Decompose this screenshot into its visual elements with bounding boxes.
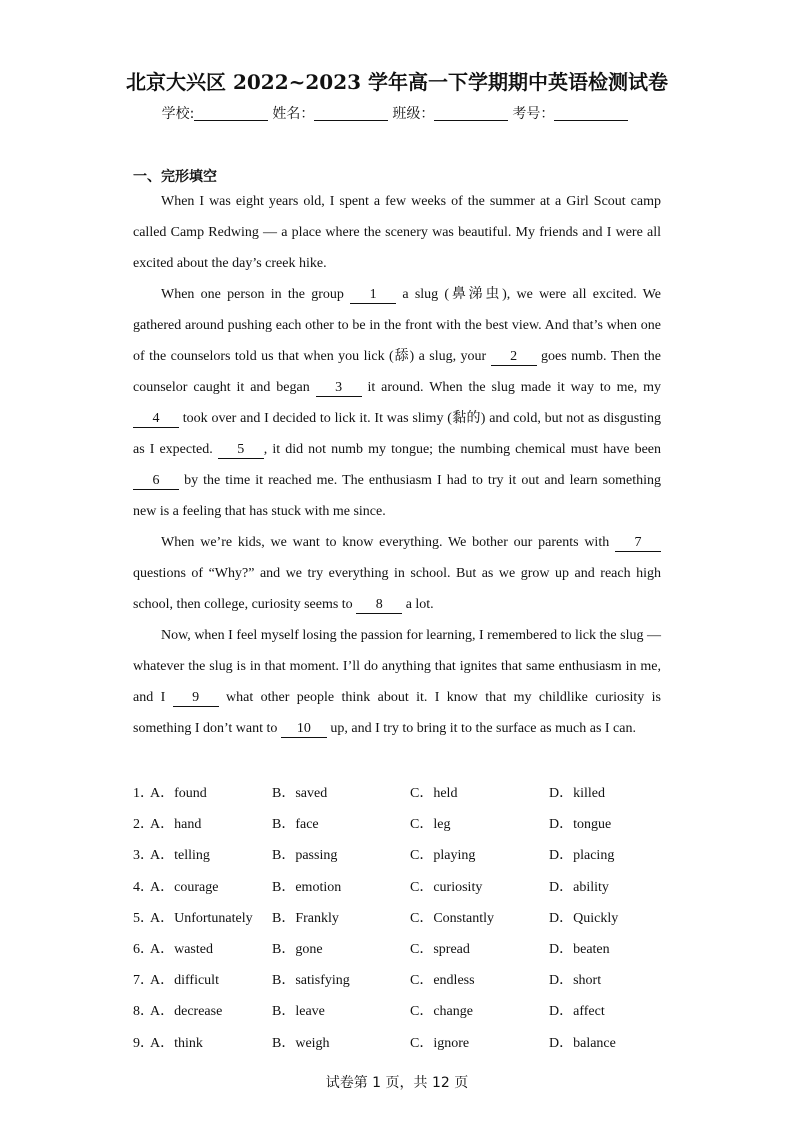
option-b[interactable]: B．face xyxy=(272,817,319,833)
passage-text: Now, when I feel myself losing the passion for learning, I remembered to lick the slug — whatever the slug is in that moment. I’ll do anything that ignites that same enthusiasm in me, and I xyxy=(133,628,661,705)
option-a[interactable]: A．difficult xyxy=(150,973,219,989)
school-label: 学校: xyxy=(161,106,195,122)
option-b[interactable]: B．weigh xyxy=(272,1035,330,1051)
cloze-blank-5[interactable]: 5 xyxy=(218,442,264,459)
class-label: 班级： xyxy=(392,106,435,122)
question-number: 2． xyxy=(133,817,154,833)
answer-options xyxy=(133,778,673,1059)
passage-text: what other people think about it. I know that my childlike curiosity is something I don’t want to xyxy=(133,690,661,736)
option-row xyxy=(133,778,673,809)
passage-text: by the time it reached me. The enthusiasm I had to try it out and learn something new is a feeling that has stuck with me since. xyxy=(133,473,661,519)
passage-text: questions of “Why?” and we try everything in school. But as we grow up and reach high school, then college, curiosity seems to xyxy=(133,566,661,612)
class-blank xyxy=(434,106,508,121)
option-b[interactable]: B．gone xyxy=(272,941,323,957)
option-row xyxy=(133,872,673,903)
passage-text: took over and I decided to lick it. It was slimy (黏的) and cold, but not as disgusting as I expected. xyxy=(133,411,661,457)
option-c[interactable]: C．Constantly xyxy=(410,910,495,926)
cloze-blank-6[interactable]: 6 xyxy=(133,473,179,490)
question-number: 5． xyxy=(133,910,154,926)
option-d[interactable]: D．killed xyxy=(549,786,605,801)
option-a[interactable]: A．Unfortunately xyxy=(150,910,253,926)
question-number: 1． xyxy=(133,786,154,801)
name-label: 姓名： xyxy=(272,106,315,122)
option-d[interactable]: D．ability xyxy=(549,879,609,895)
option-b[interactable]: B．passing xyxy=(272,848,338,864)
option-a[interactable]: A．telling xyxy=(150,848,210,864)
option-c[interactable]: C．ignore xyxy=(410,1035,470,1051)
option-a[interactable]: A．think xyxy=(150,1035,203,1051)
cloze-blank-2[interactable]: 2 xyxy=(491,349,537,366)
option-d[interactable]: D．beaten xyxy=(549,941,610,957)
option-c[interactable]: C．change xyxy=(410,1004,473,1020)
question-number: 7． xyxy=(133,973,154,989)
exam-no-label: 考号： xyxy=(512,106,555,122)
cloze-passage xyxy=(133,186,661,744)
option-d[interactable]: D．placing xyxy=(549,848,615,864)
passage-text: When we’re kids, we want to know everything. We bother our parents with xyxy=(161,535,615,550)
passage-text: , it did not numb my tongue; the numbing chemical must have been xyxy=(263,442,661,457)
option-row xyxy=(133,996,673,1027)
option-d[interactable]: D．affect xyxy=(549,1004,605,1020)
option-b[interactable]: B．satisfying xyxy=(272,973,350,989)
option-a[interactable]: A．courage xyxy=(150,879,219,895)
option-row xyxy=(133,903,673,934)
cloze-blank-1[interactable]: 1 xyxy=(350,287,396,304)
cloze-blank-8[interactable]: 8 xyxy=(356,597,402,614)
option-c[interactable]: C．playing xyxy=(410,848,476,864)
question-number: 8． xyxy=(133,1004,154,1020)
option-a[interactable]: A．found xyxy=(150,786,207,801)
cloze-blank-10[interactable]: 10 xyxy=(281,721,327,738)
passage-paragraph-4 xyxy=(133,620,661,744)
question-number: 9． xyxy=(133,1035,154,1051)
option-row xyxy=(133,809,673,840)
option-d[interactable]: D．tongue xyxy=(549,817,612,833)
option-b[interactable]: B．saved xyxy=(272,786,328,801)
name-blank xyxy=(314,106,388,121)
option-a[interactable]: A．wasted xyxy=(150,941,213,957)
option-c[interactable]: C．endless xyxy=(410,973,475,989)
passage-text: up, and I try to bring it to the surface as much as I can. xyxy=(326,721,636,736)
passage-text: goes numb. Then the counselor caught it and began xyxy=(133,349,662,395)
section-title: 一、完形填空 xyxy=(133,169,217,185)
cloze-blank-7[interactable]: 7 xyxy=(615,535,661,552)
option-a[interactable]: A．decrease xyxy=(150,1004,223,1020)
page-footer: 试卷第 1 页，共 12 页 xyxy=(325,1075,469,1091)
option-row xyxy=(133,965,673,996)
option-row xyxy=(133,840,673,871)
option-row xyxy=(133,934,673,965)
cloze-blank-3[interactable]: 3 xyxy=(316,380,362,397)
passage-paragraph-2 xyxy=(133,279,661,527)
option-c[interactable]: C．curiosity xyxy=(410,879,483,895)
question-number: 4． xyxy=(133,879,154,895)
passage-text: a slug (鼻涕虫), we were all excited. We gathered around pushing each other to be in the front with the best view. And that’s when one of the counselors told us that when you lick (舔) a slug, your xyxy=(133,287,661,364)
option-b[interactable]: B．leave xyxy=(272,1004,325,1020)
cloze-blank-4[interactable]: 4 xyxy=(133,411,179,428)
exam-no-blank xyxy=(554,106,628,121)
passage-text: a lot. xyxy=(402,597,434,612)
passage-text: it around. When the slug made it way to me, my xyxy=(361,380,661,395)
option-d[interactable]: D．balance xyxy=(549,1035,616,1051)
passage-paragraph-1: When I was eight years old, I spent a few weeks of the summer at a Girl Scout camp called Camp Redwing — a place where the scenery was beautiful. My friends and I were all excited about the day’s creek hike. xyxy=(133,194,661,271)
option-c[interactable]: C．held xyxy=(410,786,458,801)
option-d[interactable]: D．short xyxy=(549,973,602,989)
option-c[interactable]: C．leg xyxy=(410,817,451,833)
school-blank xyxy=(194,106,268,121)
cloze-blank-9[interactable]: 9 xyxy=(173,690,219,707)
student-info-line xyxy=(0,103,794,123)
option-a[interactable]: A．hand xyxy=(150,817,202,833)
question-number: 3． xyxy=(133,848,154,864)
exam-title: 北京大兴区 2022~2023 学年高一下学期期中英语检测试卷 xyxy=(125,70,668,94)
option-row xyxy=(133,1028,673,1059)
option-d[interactable]: D．Quickly xyxy=(549,910,619,926)
option-c[interactable]: C．spread xyxy=(410,941,470,957)
question-number: 6． xyxy=(133,941,154,957)
passage-paragraph-3 xyxy=(133,527,661,620)
option-b[interactable]: B．emotion xyxy=(272,879,342,895)
passage-text: When one person in the group xyxy=(161,287,351,302)
option-b[interactable]: B．Frankly xyxy=(272,910,339,926)
